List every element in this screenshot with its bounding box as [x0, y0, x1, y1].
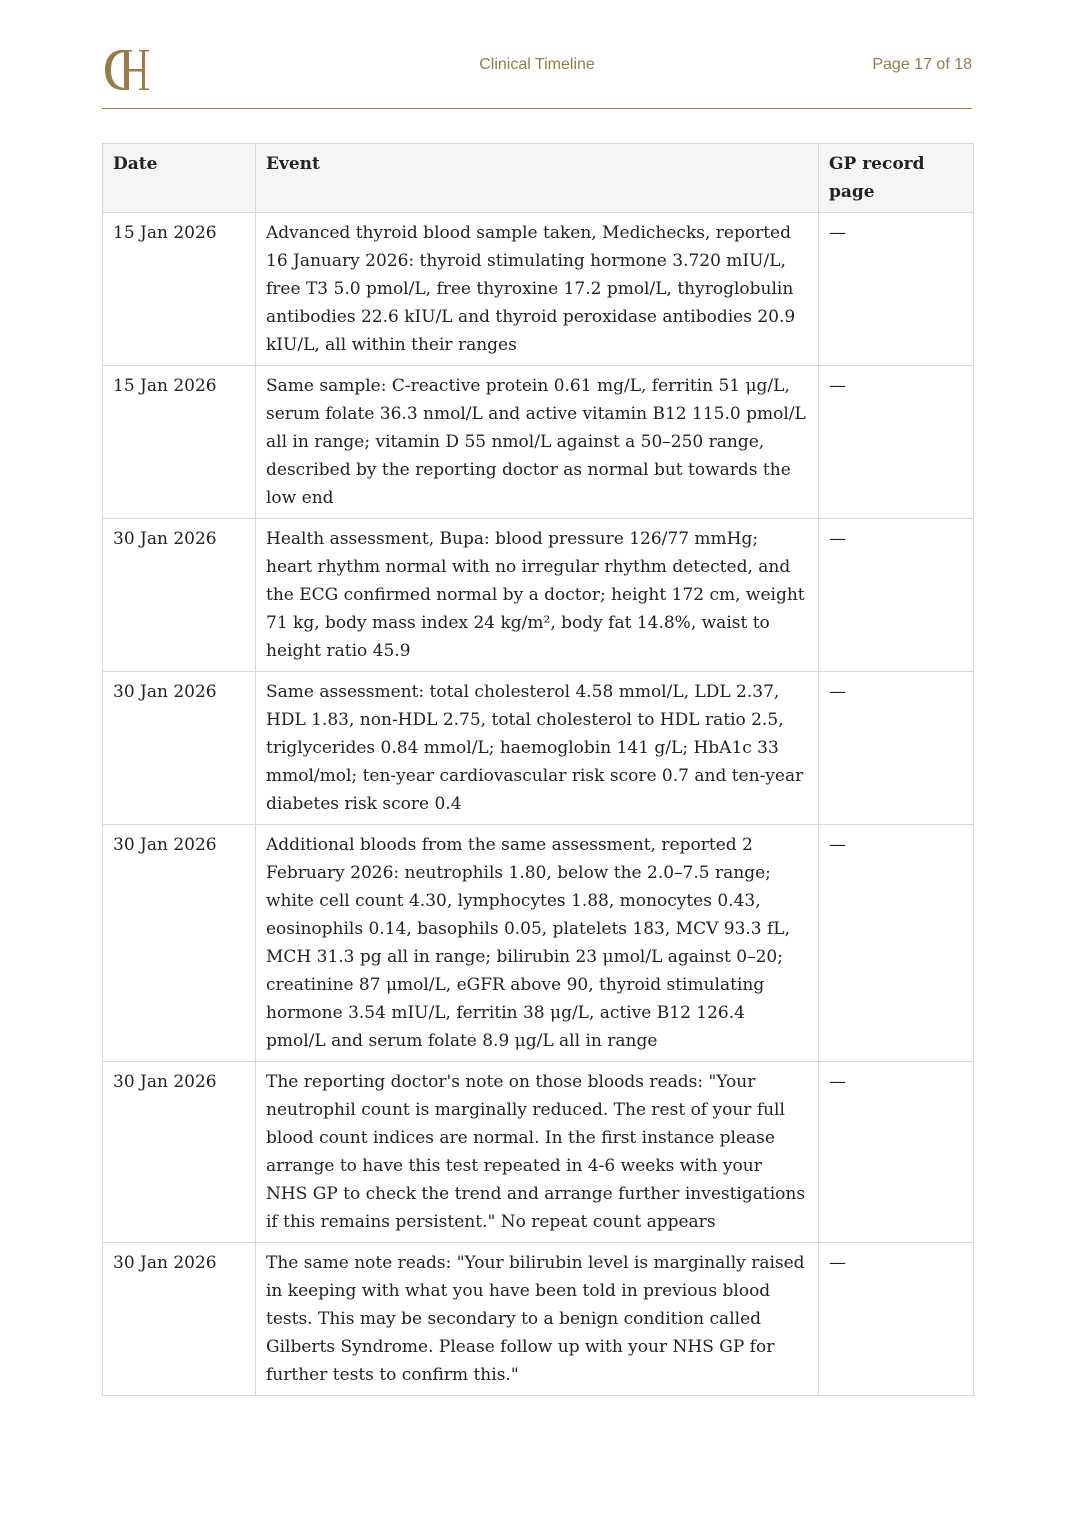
date-cell: 30 Jan 2026: [103, 1062, 256, 1243]
gp-page-cell: —: [819, 672, 974, 825]
table-row: [103, 213, 974, 366]
column-header-date: Date: [103, 144, 256, 213]
table-row: [103, 825, 974, 1062]
page-number: Page 17 of 18: [872, 56, 972, 73]
column-header-gp-record-page: GP record page: [819, 144, 974, 213]
event-cell: Additional bloods from the same assessment, reported 2 February 2026: neutrophils 1.80, below the 2.0–7.5 range; white cell count 4.30, lymphocytes 1.88, monocytes 0.43, eosinophils 0.14, basophils 0.05, platelets 183, MCV 93.3 fL, MCH 31.3 pg all in range; bilirubin 23 μmol/L against 0–20; creatinine 87 μmol/L, eGFR above 90, thyroid stimulating hormone 3.54 mIU/L, ferritin 38 μg/L, active B12 126.4 pmol/L and serum folate 8.9 μg/L all in range: [256, 825, 819, 1062]
table-row: [103, 672, 974, 825]
date-cell: 30 Jan 2026: [103, 519, 256, 672]
event-cell: Same sample: C-reactive protein 0.61 mg/L, ferritin 51 μg/L, serum folate 36.3 nmol/L and active vitamin B12 115.0 pmol/L all in range; vitamin D 55 nmol/L against a 50–250 range, described by the reporting doctor as normal but towards the low end: [256, 366, 819, 519]
event-cell: Same assessment: total cholesterol 4.58 mmol/L, LDL 2.37, HDL 1.83, non-HDL 2.75, total cholesterol to HDL ratio 2.5, triglycerides 0.84 mmol/L; haemoglobin 141 g/L; HbA1c 33 mmol/mol; ten-year cardiovascular risk score 0.7 and ten-year diabetes risk score 0.4: [256, 672, 819, 825]
timeline-table: [102, 143, 974, 1396]
gp-page-cell: —: [819, 825, 974, 1062]
date-cell: 15 Jan 2026: [103, 366, 256, 519]
event-cell: Health assessment, Bupa: blood pressure 126/77 mmHg; heart rhythm normal with no irregular rhythm detected, and the ECG confirmed normal by a doctor; height 172 cm, weight 71 kg, body mass index 24 kg/m², body fat 14.8%, waist to height ratio 45.9: [256, 519, 819, 672]
table-header-row: [103, 144, 974, 213]
gp-page-cell: —: [819, 519, 974, 672]
table-row: [103, 519, 974, 672]
table-row: [103, 366, 974, 519]
gp-page-cell: —: [819, 213, 974, 366]
event-cell: The reporting doctor's note on those bloods reads: "Your neutrophil count is marginally reduced. The rest of your full blood count indices are normal. In the first instance please arrange to have this test repeated in 4-6 weeks with your NHS GP to check the trend and arrange further investigations if this remains persistent." No repeat count appears: [256, 1062, 819, 1243]
gp-page-cell: —: [819, 366, 974, 519]
event-cell: The same note reads: "Your bilirubin level is marginally raised in keeping with what you have been told in previous blood tests. This may be secondary to a benign condition called Gilberts Syndrome. Please follow up with your NHS GP for further tests to confirm this.": [256, 1243, 819, 1396]
date-cell: 30 Jan 2026: [103, 672, 256, 825]
table-row: [103, 1062, 974, 1243]
date-cell: 30 Jan 2026: [103, 1243, 256, 1396]
date-cell: 15 Jan 2026: [103, 213, 256, 366]
page-header: [102, 40, 972, 109]
gp-page-cell: —: [819, 1243, 974, 1396]
table-row: [103, 1243, 974, 1396]
document-title: Clinical Timeline: [479, 56, 595, 73]
date-cell: 30 Jan 2026: [103, 825, 256, 1062]
column-header-event: Event: [256, 144, 819, 213]
gp-page-cell: —: [819, 1062, 974, 1243]
event-cell: Advanced thyroid blood sample taken, Medichecks, reported 16 January 2026: thyroid stimulating hormone 3.720 mIU/L, free T3 5.0 pmol/L, free thyroxine 17.2 pmol/L, thyroglobulin antibodies 22.6 kIU/L and thyroid peroxidase antibodies 20.9 kIU/L, all within their ranges: [256, 213, 819, 366]
